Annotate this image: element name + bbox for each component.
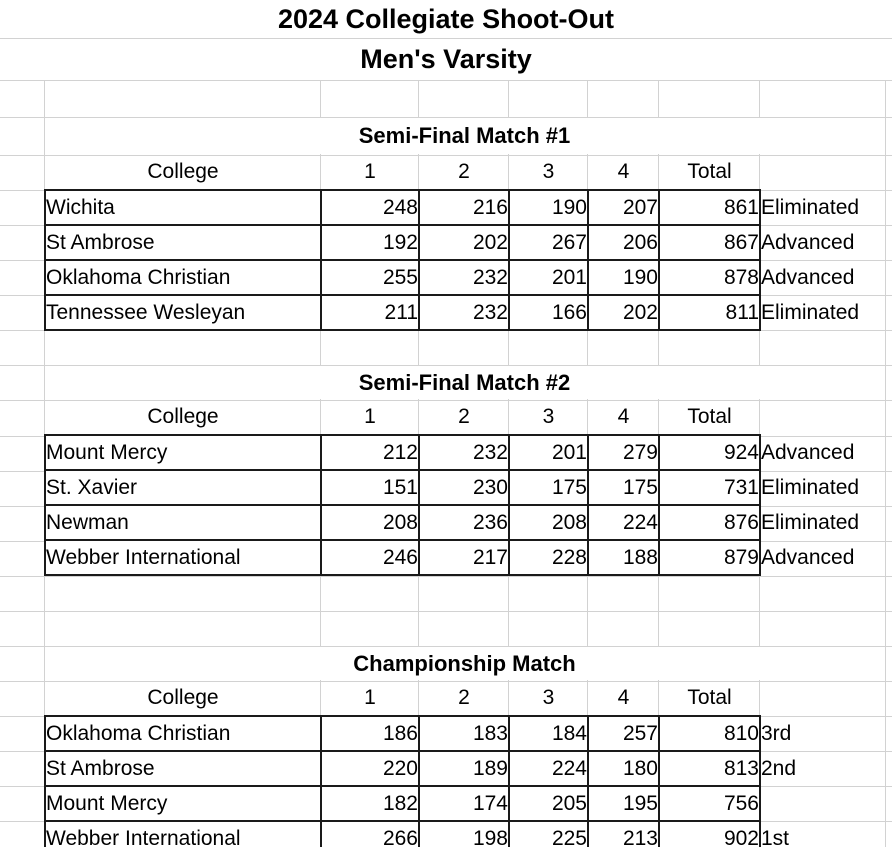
score-cell[interactable]: 180 [588, 751, 659, 786]
header-row [45, 400, 886, 435]
column-header-round-1[interactable]: 1 [321, 681, 419, 716]
column-header-college[interactable]: College [45, 400, 321, 435]
score-cell[interactable]: 205 [509, 786, 588, 821]
match-title-semifinal-1[interactable]: Semi-Final Match #1 [45, 118, 884, 154]
score-cell[interactable]: 257 [588, 716, 659, 751]
score-cell[interactable]: 266 [321, 821, 419, 847]
score-cell[interactable]: 224 [509, 751, 588, 786]
column-header-round-3[interactable]: 3 [509, 400, 588, 435]
total-cell[interactable]: 924 [659, 435, 760, 470]
match-title-semifinal-2[interactable]: Semi-Final Match #2 [45, 366, 884, 399]
score-cell[interactable]: 224 [588, 505, 659, 540]
table-row [45, 821, 886, 847]
college-cell[interactable]: Mount Mercy [45, 435, 321, 470]
college-cell[interactable]: Oklahoma Christian [45, 260, 321, 295]
score-cell[interactable]: 220 [321, 751, 419, 786]
college-cell[interactable]: St Ambrose [45, 751, 321, 786]
column-header-round-4[interactable]: 4 [588, 155, 659, 190]
score-cell[interactable]: 211 [321, 295, 419, 330]
result-cell[interactable]: Advanced [761, 230, 855, 254]
score-cell[interactable]: 198 [419, 821, 509, 847]
score-cell[interactable]: 186 [321, 716, 419, 751]
score-cell[interactable]: 184 [509, 716, 588, 751]
score-cell[interactable]: 166 [509, 295, 588, 330]
result-cell[interactable]: Advanced [761, 265, 855, 289]
score-cell[interactable]: 236 [419, 505, 509, 540]
result-cell[interactable]: 2nd [761, 756, 797, 780]
table-row [45, 260, 886, 295]
college-cell[interactable]: Tennessee Wesleyan [45, 295, 321, 330]
score-cell[interactable]: 195 [588, 786, 659, 821]
total-cell[interactable]: 731 [659, 470, 760, 505]
score-cell[interactable]: 213 [588, 821, 659, 847]
result-cell[interactable]: Advanced [761, 545, 855, 569]
college-cell[interactable]: Newman [45, 505, 321, 540]
column-header-round-1[interactable]: 1 [321, 155, 419, 190]
table-row [45, 190, 886, 225]
score-cell[interactable]: 232 [419, 260, 509, 295]
score-cell[interactable]: 190 [588, 260, 659, 295]
column-header-college[interactable]: College [45, 681, 321, 716]
college-cell[interactable]: Mount Mercy [45, 786, 321, 821]
college-cell[interactable]: St. Xavier [45, 470, 321, 505]
result-cell[interactable]: 3rd [761, 721, 792, 745]
score-cell[interactable]: 192 [321, 225, 419, 260]
match-title-championship[interactable]: Championship Match [45, 647, 884, 680]
score-cell[interactable]: 217 [419, 540, 509, 575]
table-row [45, 540, 886, 575]
score-cell[interactable]: 202 [588, 295, 659, 330]
score-cell[interactable]: 232 [419, 435, 509, 470]
total-cell[interactable]: 878 [659, 260, 760, 295]
column-header-round-1[interactable]: 1 [321, 400, 419, 435]
result-cell[interactable]: Eliminated [761, 300, 860, 324]
column-header-total[interactable]: Total [659, 681, 760, 716]
score-cell[interactable]: 182 [321, 786, 419, 821]
score-cell[interactable]: 232 [419, 295, 509, 330]
college-cell[interactable]: Webber International [45, 821, 321, 847]
column-header-round-3[interactable]: 3 [509, 681, 588, 716]
page-title: 2024 Collegiate Shoot-Out [277, 4, 615, 34]
score-cell[interactable]: 206 [588, 225, 659, 260]
column-header-spacer[interactable] [760, 400, 886, 435]
score-cell[interactable]: 202 [419, 225, 509, 260]
score-cell[interactable]: 230 [419, 470, 509, 505]
score-cell[interactable]: 246 [321, 540, 419, 575]
score-cell[interactable]: 190 [509, 190, 588, 225]
score-cell[interactable]: 183 [419, 716, 509, 751]
result-cell[interactable]: Advanced [761, 440, 855, 464]
college-cell[interactable]: Webber International [45, 540, 321, 575]
header-row [45, 155, 886, 190]
score-cell[interactable]: 208 [509, 505, 588, 540]
score-cell[interactable]: 201 [509, 435, 588, 470]
score-cell[interactable]: 225 [509, 821, 588, 847]
total-cell[interactable]: 756 [659, 786, 760, 821]
table-row [45, 716, 886, 751]
column-header-total[interactable]: Total [659, 155, 760, 190]
score-cell[interactable]: 212 [321, 435, 419, 470]
total-cell[interactable]: 867 [659, 225, 760, 260]
score-cell[interactable]: 151 [321, 470, 419, 505]
total-cell[interactable]: 876 [659, 505, 760, 540]
table-row [45, 470, 886, 505]
column-header-total[interactable]: Total [659, 400, 760, 435]
result-cell[interactable]: Eliminated [761, 475, 860, 499]
total-cell[interactable]: 811 [659, 295, 760, 330]
college-cell[interactable]: Wichita [45, 190, 321, 225]
column-header-college[interactable]: College [45, 155, 321, 190]
column-header-round-4[interactable]: 4 [588, 400, 659, 435]
college-cell[interactable]: St Ambrose [45, 225, 321, 260]
table-row [45, 751, 886, 786]
column-header-spacer[interactable] [760, 681, 886, 716]
table-row [45, 505, 886, 540]
column-header-round-2[interactable]: 2 [419, 400, 509, 435]
table-row [45, 225, 886, 260]
page-subtitle: Men's Varsity [360, 44, 532, 74]
score-cell[interactable]: 216 [419, 190, 509, 225]
total-cell[interactable]: 813 [659, 751, 760, 786]
column-header-spacer[interactable] [760, 155, 886, 190]
score-cell[interactable]: 175 [588, 470, 659, 505]
table-row [45, 786, 886, 821]
score-cell[interactable]: 248 [321, 190, 419, 225]
table-row [45, 435, 886, 470]
semifinal-2-table [44, 400, 887, 576]
total-cell[interactable]: 902 [659, 821, 760, 847]
score-cell[interactable]: 228 [509, 540, 588, 575]
score-cell[interactable]: 189 [419, 751, 509, 786]
score-cell[interactable]: 279 [588, 435, 659, 470]
score-cell[interactable]: 208 [321, 505, 419, 540]
score-cell[interactable]: 174 [419, 786, 509, 821]
result-cell[interactable]: Eliminated [761, 510, 860, 534]
total-cell[interactable]: 861 [659, 190, 760, 225]
score-cell[interactable]: 188 [588, 540, 659, 575]
score-cell[interactable]: 255 [321, 260, 419, 295]
score-cell[interactable]: 207 [588, 190, 659, 225]
column-header-round-2[interactable]: 2 [419, 681, 509, 716]
score-cell[interactable]: 267 [509, 225, 588, 260]
championship-table [44, 681, 887, 847]
column-header-round-4[interactable]: 4 [588, 681, 659, 716]
result-cell[interactable]: Eliminated [761, 195, 860, 219]
total-cell[interactable]: 810 [659, 716, 760, 751]
semifinal-1-table [44, 155, 887, 331]
score-cell[interactable]: 201 [509, 260, 588, 295]
college-cell[interactable]: Oklahoma Christian [45, 716, 321, 751]
total-cell[interactable]: 879 [659, 540, 760, 575]
header-row [45, 681, 886, 716]
result-cell[interactable]: 1st [761, 826, 790, 847]
score-cell[interactable]: 175 [509, 470, 588, 505]
result-cell[interactable] [760, 786, 886, 821]
table-row [45, 295, 886, 330]
column-header-round-3[interactable]: 3 [509, 155, 588, 190]
column-header-round-2[interactable]: 2 [419, 155, 509, 190]
